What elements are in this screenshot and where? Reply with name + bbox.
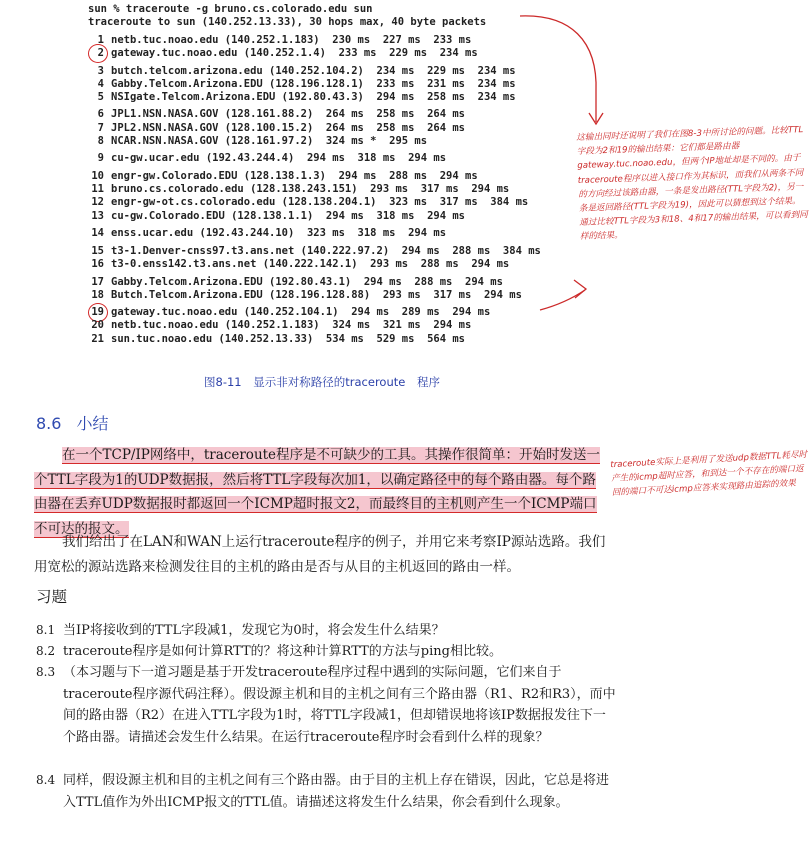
hop-text: NCAR.NSN.NASA.GOV (128.161.97.2) 324 ms * 295 ms (111, 134, 428, 147)
figure-text: 显示非对称路径的traceroute (253, 375, 406, 389)
hop-text: Gabby.Telcom.Arizona.EDU (192.80.43.1) 294 ms 288 ms 294 ms (111, 275, 503, 288)
hop-number: 1 (97, 33, 104, 46)
hop-text: t3-1.Denver-cnss97.t3.ans.net (140.222.97.2) 294 ms 288 ms 384 ms (111, 244, 541, 257)
exercise-number: 8.3 (36, 665, 56, 679)
hop-text: engr-gw-ot.cs.colorado.edu (128.138.204.1) 323 ms 317 ms 384 ms (111, 196, 529, 209)
hop-number: 17 (91, 275, 104, 288)
section-title: 小结 (76, 414, 109, 433)
exercise-number: 8.4 (36, 773, 56, 787)
hop-text: NSIgate.Telcom.Arizona.EDU (192.80.43.3) 294 ms 258 ms 234 ms (111, 90, 516, 103)
hop-number: 14 (91, 227, 104, 240)
hop-number: 20 (91, 319, 104, 332)
handwritten-note-traceroute: traceroute实际上是利用了发送udp数据TTL耗尽时产生的icmp超时应答，和到达一个不存在的端口返回的端口不可达icmp应答来实现路由追踪的效果 (610, 449, 808, 499)
figure-suffix: 程序 (417, 375, 440, 389)
hop-number: 18 (91, 288, 104, 301)
hop-number: 21 (91, 332, 104, 345)
hop-text: butch.telcom.arizona.edu (140.252.104.2) 234 ms 229 ms 234 ms (111, 64, 516, 77)
exercise-text: （本习题与下一道习题是基于开发traceroute程序过程中遇到的实际问题，它们来自于traceroute程序源代码注释）。假设源主机和目的主机之间有三个路由器（R1、R2和R3），而中间的路由器（R2）在进入TTL字段为1时，将TTL字段减1，但却错误地将该IP数据报发往下一个路由器。请描述会发生什么结果。在运行traceroute程序时会看到什么样的现象？ (63, 665, 616, 745)
hop-number: 10 (91, 170, 104, 183)
hop-number: 9 (97, 152, 104, 165)
hop-text: t3-0.enss142.t3.ans.net (140.222.142.1) 293 ms 288 ms 294 ms (111, 257, 510, 270)
hop-text: engr-gw.Colorado.EDU (128.138.1.3) 294 ms 288 ms 294 ms (111, 170, 478, 183)
hop-text: enss.ucar.edu (192.43.244.10) 323 ms 318 ms 294 ms (111, 227, 447, 240)
hop-number: 11 (91, 183, 104, 196)
hop-text: Butch.Telcom.Arizona.EDU (128.196.128.88) 293 ms 317 ms 294 ms (111, 288, 522, 301)
figure-label: 图8-11 (204, 375, 242, 389)
hop-text: cu-gw.ucar.edu (192.43.244.4) 294 ms 318 ms 294 ms (111, 152, 447, 165)
exercise-text: 同样，假设源主机和目的主机之间有三个路由器。由于目的主机上存在错误，因此，它总是将进入TTL值作为外出ICMP报文的TTL值。请描述这将发生什么结果，你会看到什么现象。 (63, 773, 610, 810)
hop-number: 5 (97, 90, 104, 103)
exercise-number: 8.2 (36, 644, 56, 658)
hop-number: 7 (97, 121, 104, 134)
hop-text: cu-gw.Colorado.EDU (128.138.1.1) 294 ms 318 ms 294 ms (111, 209, 466, 222)
exercise-text: 当IP将接收到的TTL字段减1，发现它为0时，将会发生什么结果？ (63, 623, 445, 638)
hop-number: 15 (91, 244, 104, 257)
hop-text: bruno.cs.colorado.edu (128.138.243.151) 293 ms 317 ms 294 ms (111, 183, 510, 196)
terminal-header: traceroute to sun (140.252.13.33), 30 hops max, 40 byte packets (88, 16, 487, 29)
hop-text: Gabby.Telcom.Arizona.EDU (128.196.128.1) 233 ms 231 ms 234 ms (111, 77, 516, 90)
exercises-heading: 习题 (36, 588, 68, 606)
hop-number: 6 (97, 108, 104, 121)
hop-text: gateway.tuc.noao.edu (140.252.1.4) 233 ms 229 ms 234 ms (111, 46, 478, 59)
paragraph-2-text: 我们给出了在LAN和WAN上运行traceroute程序的例子，并用它来考察IP源站选路。我们用宽松的源站选路来检测发往目的主机的路由是否与从目的主机返回的路由一样。 (34, 534, 606, 575)
highlighted-text: 在一个TCP/IP网络中，traceroute程序是不可缺少的工具。其操作很简单：开始时发送一个TTL字段为1的UDP数据报，然后将TTL字段每次加1，以确定路径中的每个路由器。每个路由器在丢弃UDP数据报时都返回一个ICMP超时报文2，而最终目的主机则产生一个ICMP端口不可达的报文。 (34, 447, 601, 537)
hop-number: 2 (97, 46, 104, 59)
hop-text: netb.tuc.noao.edu (140.252.1.183) 230 ms 227 ms 233 ms (111, 33, 472, 46)
exercise-text: traceroute程序是如何计算RTT的？将这种计算RTT的方法与ping相比较。 (63, 644, 502, 659)
section-number: 8.6 (36, 414, 62, 433)
hop-number: 3 (97, 64, 104, 77)
hop-number: 8 (97, 134, 104, 147)
hop-text: sun.tuc.noao.edu (140.252.13.33) 534 ms 529 ms 564 ms (111, 332, 466, 345)
arrow-to-hops (540, 290, 585, 310)
hop-text: JPL1.NSN.NASA.GOV (128.161.88.2) 264 ms 258 ms 264 ms (111, 108, 466, 121)
handwritten-note-asymmetric: 这输出同时还说明了我们在图8-3中所讨论的问题。比较TTL字段为2和19的输出结果：它们都是路由器gateway.tuc.noao.edu，但两个IP地址却是不同的。由于traceroute程序以进入接口作为其标识，而我们从两条不同的方向经过该路由器，一条是发出路径(TTL字段为2)，另一条是返回路径(TTL字段为19)，因此可以猜想到这个结果。通过比较TTL字段为3和18、4和17的输出结果，可以看到同样的结果。 (576, 125, 808, 243)
hop-text: netb.tuc.noao.edu (140.252.1.183) 324 ms 321 ms 294 ms (111, 319, 472, 332)
hop-number: 19 (91, 306, 104, 319)
hop-text: JPL2.NSN.NASA.GOV (128.100.15.2) 264 ms 258 ms 264 ms (111, 121, 466, 134)
hop-number: 4 (97, 77, 104, 90)
hop-number: 12 (91, 196, 104, 209)
hop-number: 16 (91, 257, 104, 270)
arrow-to-note1 (520, 16, 596, 122)
hop-number: 13 (91, 209, 104, 222)
terminal-command: sun % traceroute -g bruno.cs.colorado.edu sun (88, 3, 373, 15)
exercise-number: 8.1 (36, 623, 56, 637)
hop-text: gateway.tuc.noao.edu (140.252.104.1) 294 ms 289 ms 294 ms (111, 306, 491, 319)
